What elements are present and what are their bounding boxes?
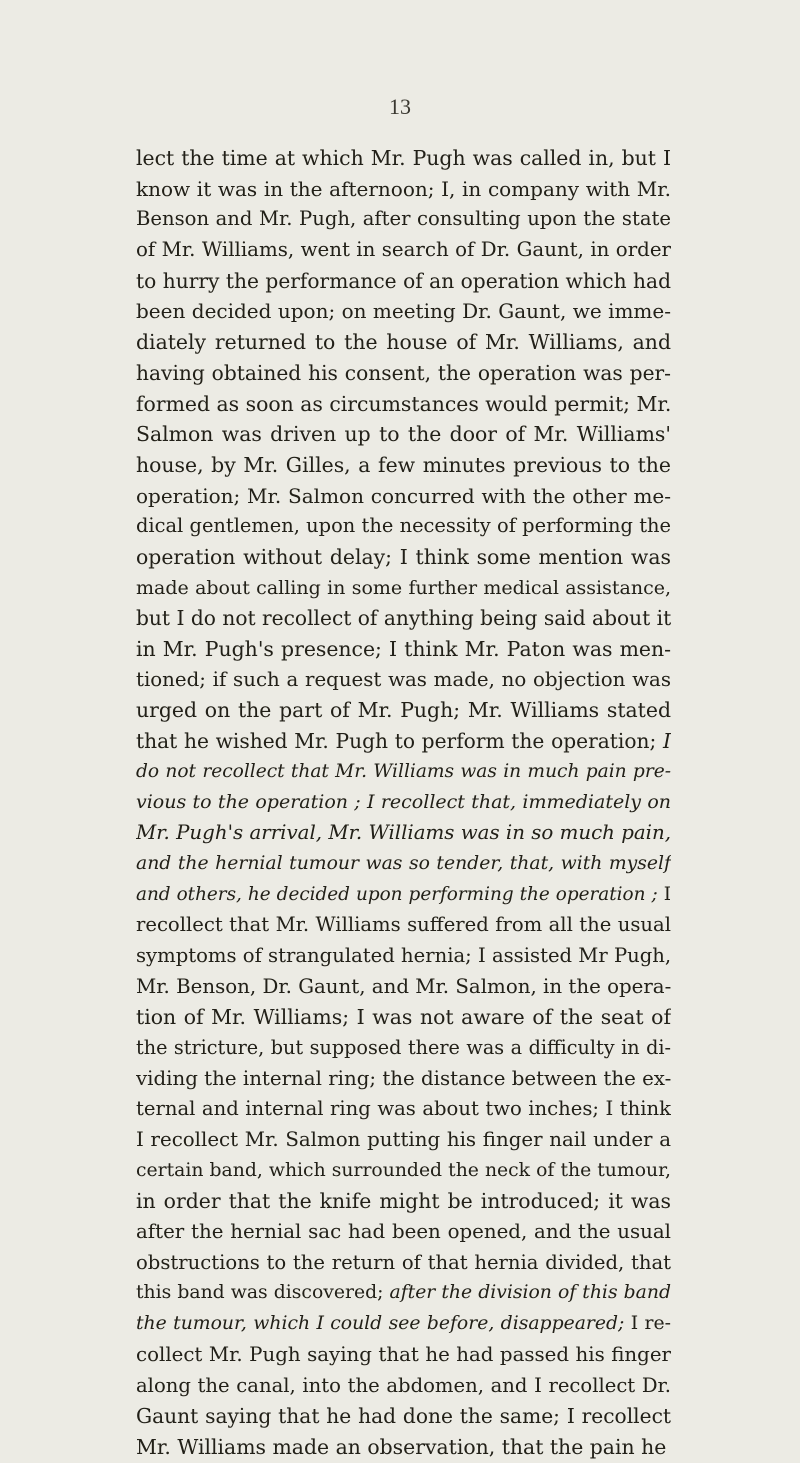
text-line <box>136 1186 671 1217</box>
text-line <box>136 1401 671 1432</box>
text-line <box>136 511 671 542</box>
text-line <box>136 235 671 266</box>
text-run: Gaunt saying that he had done the same; I recollect <box>136 1404 671 1429</box>
text-run: tioned; if such a request was made, no objection was <box>136 667 671 691</box>
text-line <box>136 1094 671 1125</box>
text-line <box>136 1002 671 1033</box>
italic-text-run: and the hernial tumour was so tender, that, with myself <box>136 852 671 874</box>
text-line <box>136 327 671 358</box>
text-run: operation; Mr. Salmon concurred with the other me- <box>136 483 671 508</box>
text-line <box>136 1278 671 1309</box>
italic-text-run: Mr. Pugh's arrival, Mr. Williams was in so much pain, <box>136 821 671 845</box>
page-number: 13 <box>389 94 411 119</box>
text-line <box>136 1064 671 1095</box>
text-line <box>136 1371 671 1402</box>
text-run: collect Mr. Pugh saying that he had passed his finger <box>136 1342 671 1366</box>
text-run: certain band, which surrounded the neck of the tumour, <box>136 1159 671 1181</box>
text-run: ternal and internal ring was about two inches; I think <box>136 1097 671 1121</box>
text-line <box>136 204 671 235</box>
text-run: along the canal, into the abdomen, and I recollect Dr. <box>136 1373 671 1397</box>
text-run: Mr. Williams made an observation, that the pain he <box>136 1434 667 1459</box>
text-line <box>136 450 671 481</box>
text-line <box>136 419 671 450</box>
text-line <box>136 603 671 634</box>
text-line <box>136 757 671 788</box>
text-run: know it was in the afternoon; I, in company with Mr. <box>136 176 671 201</box>
text-line <box>136 481 671 512</box>
text-run: of Mr. Williams, went in search of Dr. Gaunt, in order <box>136 238 671 262</box>
text-run: having obtained his consent, the operation was per- <box>136 360 671 385</box>
text-run: to hurry the performance of an operation which had <box>136 268 671 293</box>
text-line <box>136 1432 671 1463</box>
text-run: Benson and Mr. Pugh, after consulting upon the state <box>136 207 671 231</box>
text-run: formed as soon as circumstances would permit; Mr. <box>136 391 671 416</box>
text-line <box>136 1125 671 1156</box>
text-line <box>136 1156 671 1187</box>
italic-text-run: vious to the operation ; I recollect that, immediately on <box>136 791 671 814</box>
text-run: in Mr. Pugh's presence; I think Mr. Paton was men- <box>136 637 671 661</box>
text-run: tion of Mr. Williams; I was not aware of the seat of <box>136 1005 671 1030</box>
text-run: obstructions to the return of that hernia divided, that <box>136 1250 671 1274</box>
italic-text-run: do not recollect that Mr. Williams was in much pain pre- <box>136 760 671 782</box>
text-line <box>136 1033 671 1064</box>
text-run: I recollect Mr. Salmon putting his finger nail under a <box>136 1128 671 1151</box>
text-line <box>136 1340 671 1371</box>
text-line <box>136 573 671 604</box>
italic-text-run: I <box>663 729 671 754</box>
text-run: this band was discovered; <box>136 1282 390 1304</box>
text-run: but I do not recollect of anything being said about it <box>136 606 671 631</box>
text-run: lect the time at which Mr. Pugh was called in, but I <box>136 146 671 170</box>
text-line <box>136 542 671 573</box>
text-run: dical gentlemen, upon the necessity of performing the <box>136 514 671 538</box>
text-run: house, by Mr. Gilles, a few minutes previous to the <box>136 452 671 477</box>
italic-text-run: the tumour, which I could see before, disappeared; <box>136 1313 625 1335</box>
italic-text-run: and others, he decided upon performing the operation ; <box>136 883 658 905</box>
text-run: that he wished Mr. Pugh to perform the operation; <box>136 729 664 754</box>
text-line <box>136 296 671 327</box>
text-line <box>136 910 671 941</box>
body-text <box>136 143 671 1463</box>
text-line <box>136 266 671 297</box>
text-line <box>136 389 671 420</box>
text-line <box>136 1309 671 1340</box>
text-line <box>136 634 671 665</box>
text-line <box>136 174 671 205</box>
text-line <box>136 787 671 818</box>
text-line <box>136 972 671 1003</box>
text-run: I <box>657 883 671 905</box>
text-run: after the hernial sac had been opened, and the usual <box>136 1220 671 1244</box>
text-run: operation without delay; I think some mention was <box>136 544 671 569</box>
text-line <box>136 818 671 849</box>
text-run: recollect that Mr. Williams suffered from all the usual <box>136 913 671 937</box>
text-run: in order that the knife might be introduced; it was <box>136 1189 671 1214</box>
text-line <box>136 880 671 911</box>
text-run: diately returned to the house of Mr. Williams, and <box>136 330 671 355</box>
text-line <box>136 941 671 972</box>
text-run: made about calling in some further medical assistance, <box>136 576 671 599</box>
text-run: viding the internal ring; the distance between the ex- <box>136 1066 671 1090</box>
text-run: Salmon was driven up to the door of Mr. Williams' <box>136 422 671 447</box>
text-line <box>136 143 671 174</box>
text-line <box>136 726 671 757</box>
text-run: urged on the part of Mr. Pugh; Mr. Williams stated <box>136 698 671 723</box>
text-line <box>136 665 671 696</box>
text-run: the stricture, but supposed there was a difficulty in di- <box>136 1035 671 1059</box>
text-line <box>136 358 671 389</box>
text-line <box>136 849 671 880</box>
text-run: been decided upon; on meeting Dr. Gaunt, we imme- <box>136 299 671 324</box>
text-line <box>136 695 671 726</box>
italic-text-run: after the division of this band <box>389 1282 671 1304</box>
text-line <box>136 1248 671 1279</box>
text-line <box>136 1217 671 1248</box>
text-run: I re- <box>624 1313 671 1335</box>
text-run: symptoms of strangulated hernia; I assisted Mr Pugh, <box>136 943 671 967</box>
text-run: Mr. Benson, Dr. Gaunt, and Mr. Salmon, in the opera- <box>136 974 671 998</box>
